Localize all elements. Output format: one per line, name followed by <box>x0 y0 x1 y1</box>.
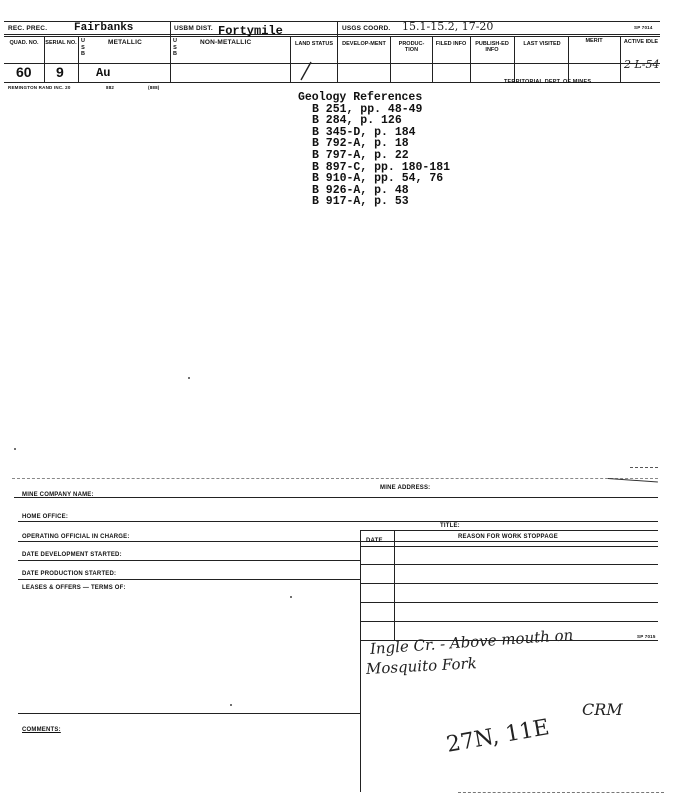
speck <box>14 448 16 450</box>
stoppage-left-border <box>360 530 361 792</box>
divider <box>78 36 79 82</box>
development-header: DEVELOP-MENT <box>342 41 386 47</box>
divider <box>470 36 471 82</box>
mine-address-label: MINE ADDRESS: <box>380 485 431 491</box>
form-number-top: SP 7014 <box>634 25 653 30</box>
land-status-header: LAND STATUS <box>295 41 333 47</box>
usbs-left-header: U S B <box>81 38 85 57</box>
date-column-header: DATE <box>366 538 383 544</box>
reference-item: B 926-A, p. 48 <box>312 183 409 197</box>
stoppage-row <box>360 621 658 622</box>
printer-credit: REMINGTON RAND INC. 20 <box>8 85 71 90</box>
active-idle-value: 2 L-54 <box>624 58 660 71</box>
divider <box>432 36 433 82</box>
published-info-header: PUBLISH-ED INFO <box>475 41 509 53</box>
divider <box>170 21 171 82</box>
usgs-coord-value: 15.1-15.2, 17-20 <box>402 20 494 33</box>
usbs-right-header: U S B <box>173 38 177 57</box>
land-status-mark <box>296 60 316 82</box>
stoppage-row <box>360 602 658 603</box>
reference-item: B 917-A, p. 53 <box>312 195 409 209</box>
date-development-label: DATE DEVELOPMENT STARTED: <box>22 552 122 558</box>
township-range: 27N, 11E <box>444 715 552 758</box>
references-title: Geology References <box>298 91 423 104</box>
stoppage-row <box>360 583 658 584</box>
speck <box>188 377 190 379</box>
rule-comments-top <box>18 713 360 714</box>
location-note-line2: Mosquito Fork <box>365 654 478 678</box>
reason-column-header: REASON FOR WORK STOPPAGE <box>458 534 558 540</box>
reference-item: B 251, pp. 48-49 <box>312 102 423 116</box>
rule-date-dev <box>18 560 360 561</box>
header-row1-rule-2 <box>4 36 660 37</box>
speck <box>290 596 292 598</box>
stoppage-date-divider <box>394 530 395 640</box>
rule-date-prod <box>18 579 360 580</box>
reference-item: B 284, p. 126 <box>312 114 402 128</box>
reference-item: B 792-A, p. 18 <box>312 137 409 151</box>
production-header: PRODUC-TION <box>398 41 425 53</box>
leases-label: LEASES & OFFERS — TERMS OF: <box>22 585 126 591</box>
stoppage-table-top <box>360 530 658 531</box>
rule-operating <box>18 541 658 542</box>
stoppage-header-rule <box>360 546 658 547</box>
quad-value: 60 <box>16 64 32 80</box>
territorial-dept: TERRITORIAL DEPT. OF MINES <box>504 79 592 85</box>
rule-home-office <box>18 521 658 522</box>
divider <box>390 36 391 82</box>
comments-label: COMMENTS: <box>22 727 61 733</box>
title-label: TITLE: <box>440 523 460 529</box>
stoppage-row <box>360 564 658 565</box>
mine-company-label: MINE COMPANY NAME: <box>22 492 94 498</box>
home-office-label: HOME OFFICE: <box>22 514 69 520</box>
operating-official-label: OPERATING OFFICIAL IN CHARGE: <box>22 534 130 540</box>
lower-top-mark <box>630 467 658 468</box>
non-metallic-header: NON-METALLIC <box>200 39 252 46</box>
divider <box>620 36 621 82</box>
bottom-rule <box>458 792 664 793</box>
rec-prec-label: REC. PREC. <box>8 25 48 32</box>
reference-item: B 910-A, pp. 54, 76 <box>312 172 444 186</box>
rec-prec-value: Fairbanks <box>74 22 134 34</box>
lower-top-rule <box>12 478 658 479</box>
header-row2-rule <box>4 63 660 64</box>
usgs-dist-value: Fortymile <box>218 24 283 38</box>
merit-header: MERIT <box>585 38 603 44</box>
initials: CRM <box>582 700 623 719</box>
printer-code: 882 <box>106 85 115 90</box>
form-number-lower: SP 7015 <box>637 634 656 639</box>
rule-mine-company <box>14 497 658 498</box>
serial-no-header: SERIAL NO. <box>45 40 77 46</box>
last-visited-header: LAST VISITED <box>523 41 561 47</box>
usgs-coord-label: USGS COORD. <box>342 25 391 32</box>
divider <box>568 36 569 82</box>
speck <box>230 704 232 706</box>
reference-item: B 897-C, pp. 180-181 <box>312 160 451 174</box>
date-production-label: DATE PRODUCTION STARTED: <box>22 571 117 577</box>
reference-item: B 345-D, p. 184 <box>312 125 416 139</box>
usgs-dist-label: USBM DIST. <box>174 25 213 32</box>
divider <box>290 36 291 82</box>
serial-value: 9 <box>56 64 64 80</box>
printer-code-2: (888) <box>148 85 160 90</box>
metallic-header: METALLIC <box>108 39 142 46</box>
divider <box>514 36 515 82</box>
quad-no-header: QUAD. NO. <box>9 40 39 46</box>
filed-info-header: FILED INFO <box>435 41 467 47</box>
geology-references <box>298 92 450 208</box>
active-idle-header: ACTIVE IDLE <box>623 39 659 45</box>
location-note-line1: Ingle Cr. - Above mouth on <box>369 625 574 658</box>
header-row1-rule <box>4 34 660 35</box>
reference-item: B 797-A, p. 22 <box>312 148 409 162</box>
divider <box>337 21 338 82</box>
metallic-value: Au <box>96 66 111 80</box>
